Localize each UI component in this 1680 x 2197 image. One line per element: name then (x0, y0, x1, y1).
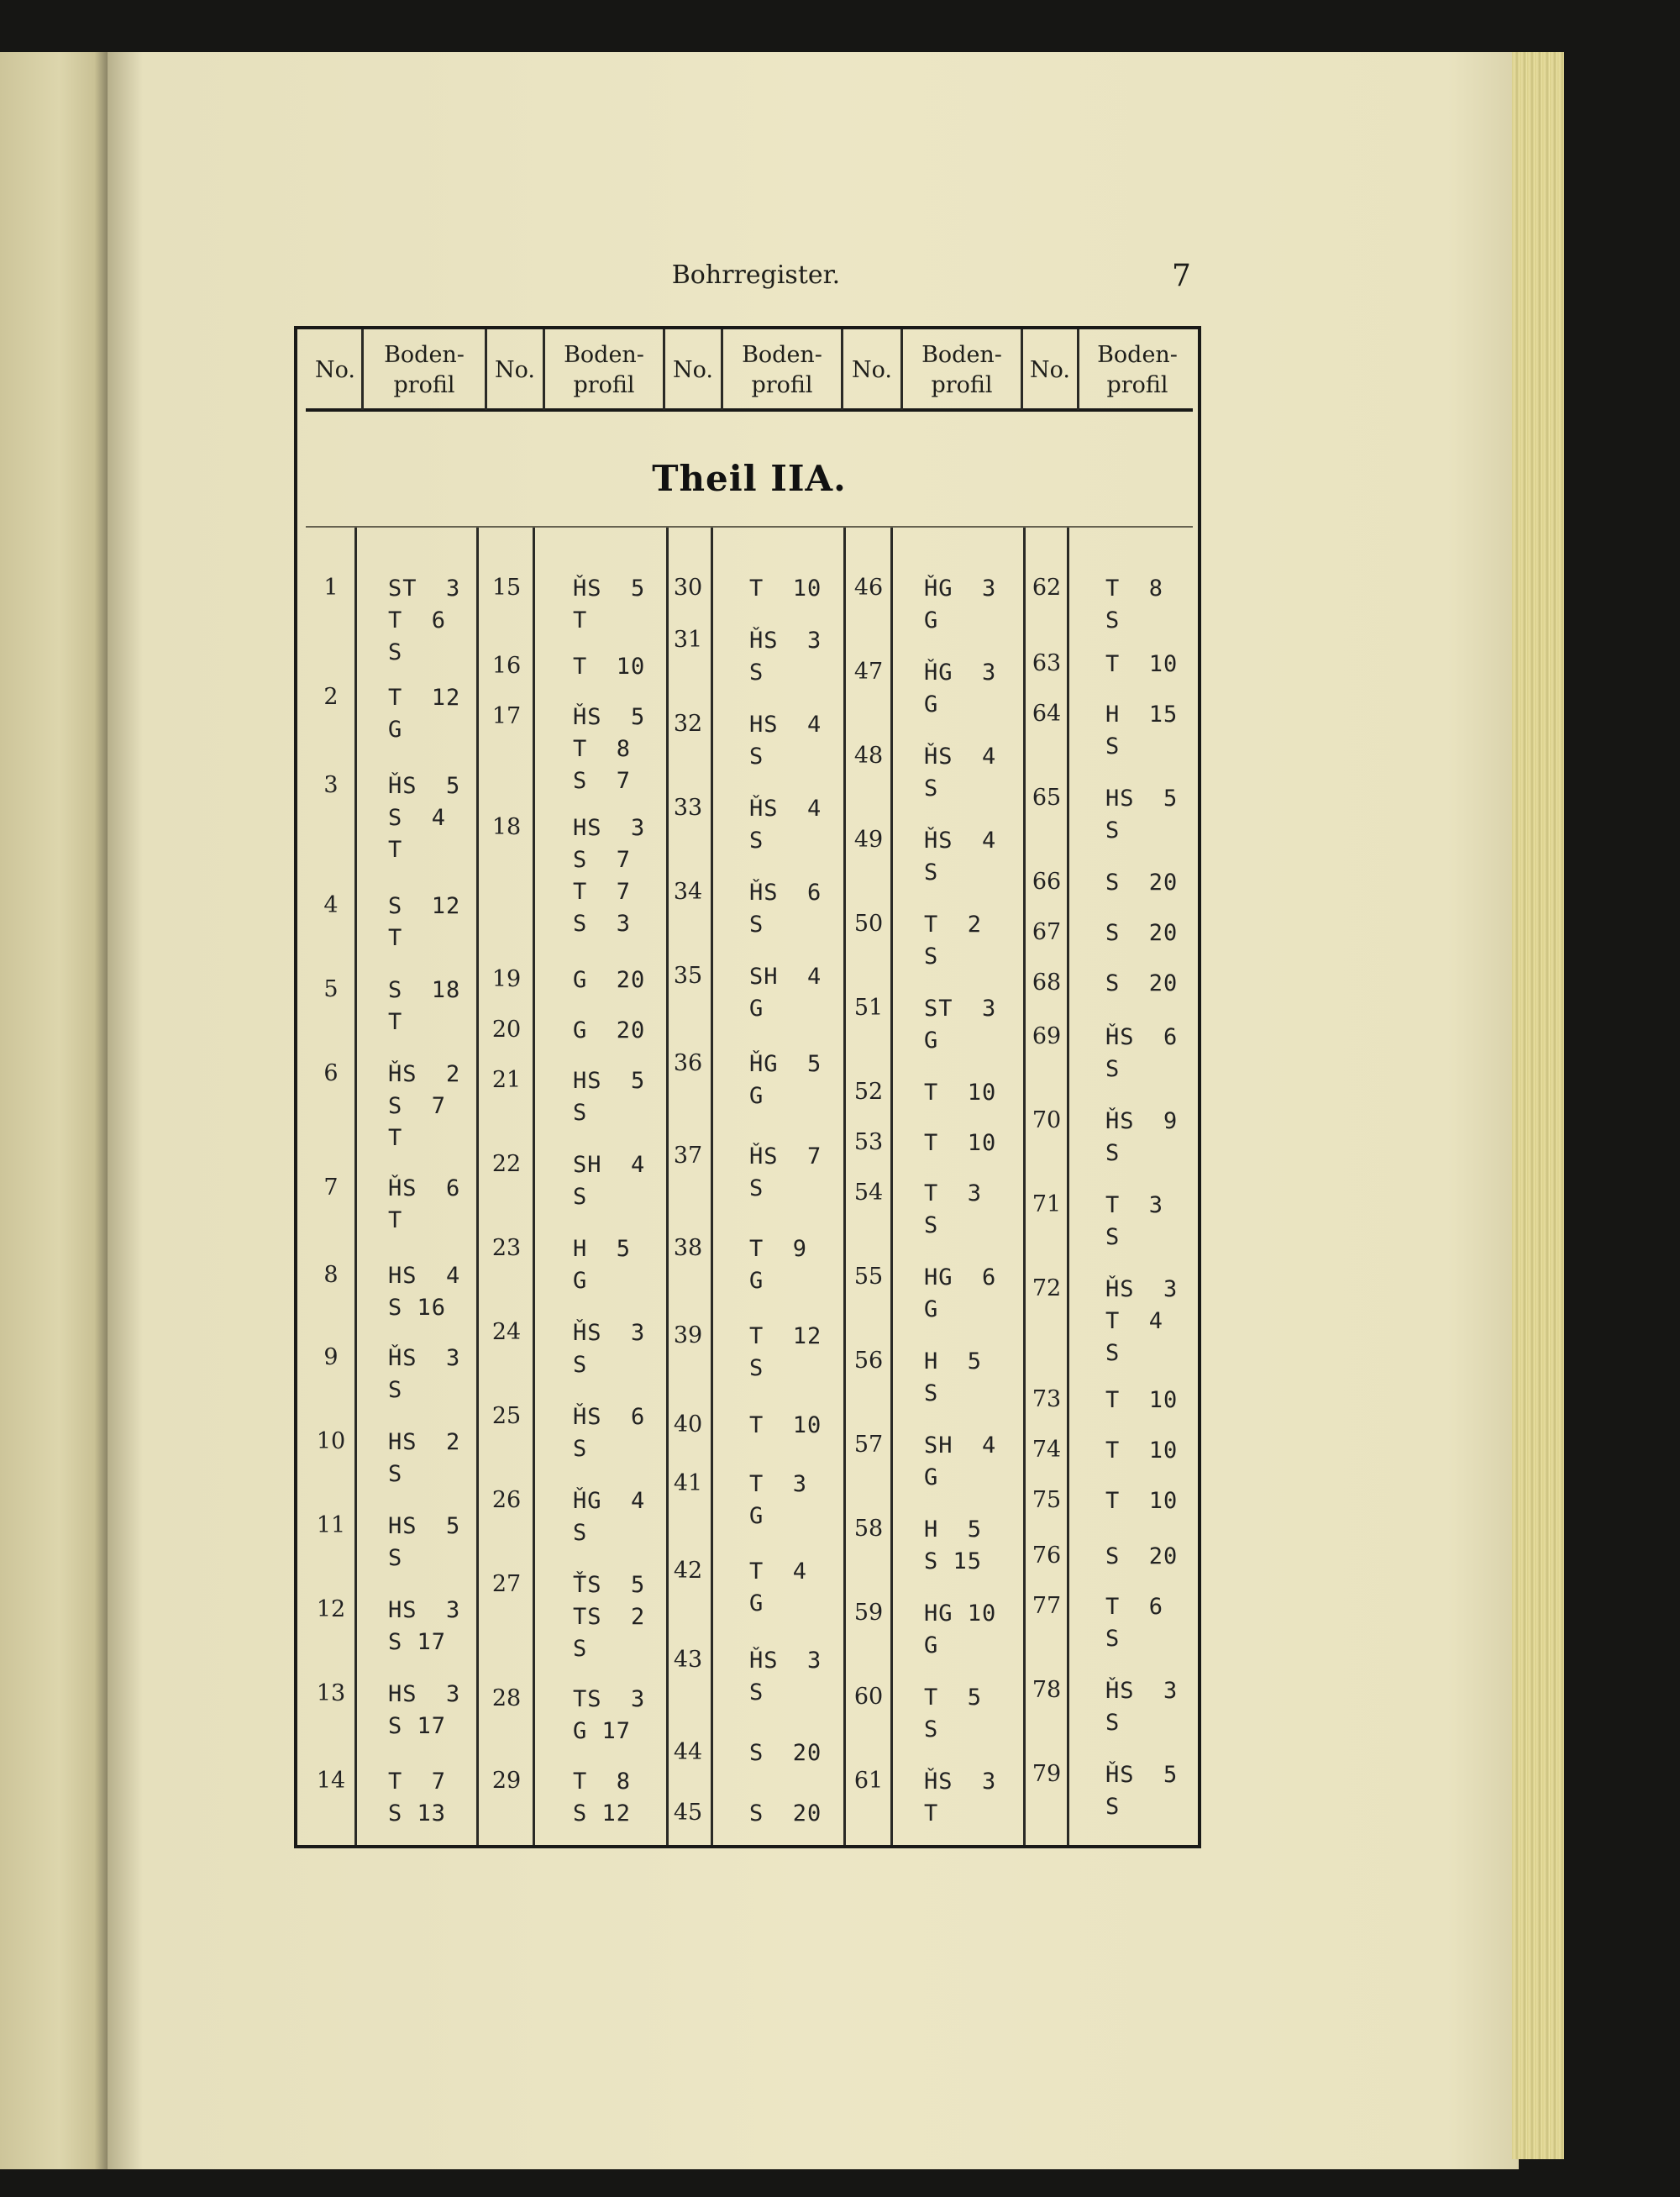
page-stack-edges (1512, 52, 1564, 2159)
bore-number: 58 (853, 1516, 884, 1542)
bore-number: 77 (1032, 1593, 1062, 1619)
soil-profile: T 10 (1105, 1488, 1179, 1514)
bore-number: 25 (491, 1403, 522, 1429)
bore-number: 75 (1032, 1487, 1062, 1513)
bore-number: 41 (673, 1470, 703, 1496)
bore-number: 76 (1032, 1543, 1062, 1569)
soil-profile: ȞS 3 S (749, 628, 822, 686)
bore-number: 3 (323, 772, 339, 798)
soil-profile: T 2 S (924, 912, 983, 970)
soil-profile: ȞS 5 T 8 S 7 (573, 704, 646, 794)
bore-number: 19 (491, 966, 522, 992)
bore-number: 6 (323, 1060, 339, 1086)
bore-number: 35 (673, 963, 703, 989)
bore-number: 24 (491, 1319, 522, 1345)
bore-number: 49 (853, 827, 884, 853)
bore-number: 66 (1032, 869, 1062, 895)
bore-number: 59 (853, 1600, 884, 1626)
soil-profile: ȞS 6 T (388, 1175, 461, 1233)
soil-profile: T 10 (749, 1412, 822, 1438)
soil-profile: ȞS 7 S (749, 1143, 822, 1201)
soil-profile: HS 5 S (1105, 786, 1179, 844)
bore-number: 17 (491, 703, 522, 729)
soil-profile: G 20 (573, 1017, 646, 1043)
bore-number: 62 (1032, 575, 1062, 601)
bore-number: 40 (673, 1411, 703, 1438)
bore-number: 73 (1032, 1386, 1062, 1412)
bore-number: 52 (853, 1079, 884, 1105)
section-title: Theil IIA. (652, 458, 847, 499)
bore-number: 53 (853, 1129, 884, 1155)
soil-profile: H 5 G (573, 1236, 632, 1294)
soil-profile: ȞS 5 S 4 T (388, 773, 461, 863)
bore-number: 5 (323, 976, 339, 1002)
soil-profile: T 3 S (924, 1180, 983, 1238)
soil-profile: T 12 S (749, 1323, 822, 1381)
soil-profile: T 12 G (388, 685, 461, 743)
bore-number: 36 (673, 1050, 703, 1076)
soil-profile: ȞG 4 S (573, 1488, 646, 1546)
section-rule (306, 526, 1193, 528)
soil-profile: T 10 (1105, 651, 1179, 677)
soil-profile: ȞG 5 G (749, 1051, 822, 1109)
bore-number: 8 (323, 1262, 339, 1288)
header-no-1: No. (315, 357, 355, 383)
bore-number: 10 (316, 1428, 346, 1454)
bore-number: 61 (853, 1768, 884, 1794)
bore-number: 32 (673, 711, 703, 737)
soil-profile: ȞS 3 S (573, 1320, 646, 1378)
bore-number: 7 (323, 1175, 339, 1201)
bore-number: 16 (491, 653, 522, 679)
soil-profile: T 4 G (749, 1558, 808, 1616)
soil-profile: ȞG 3 G (924, 660, 997, 717)
soil-profile: ŤS 5 TS 2 S (573, 1572, 646, 1662)
soil-profile: ȞS 4 S (924, 828, 997, 886)
bore-number: 54 (853, 1180, 884, 1206)
soil-profile: HG 10 G (924, 1600, 997, 1658)
soil-profile: HS 3 S 17 (388, 1681, 461, 1739)
header-divider (1077, 329, 1079, 410)
body-divider (476, 528, 479, 1845)
soil-profile: T 10 (924, 1130, 997, 1156)
bore-number: 51 (853, 995, 884, 1021)
soil-profile: S 20 (1105, 970, 1179, 996)
bore-number: 69 (1032, 1023, 1062, 1049)
soil-profile: ST 3 G (924, 996, 997, 1054)
bore-number: 45 (673, 1800, 703, 1826)
soil-profile: T 10 (573, 654, 646, 680)
bore-number: 46 (853, 575, 884, 601)
header-divider (1021, 329, 1023, 410)
bore-number: 38 (673, 1235, 703, 1261)
bore-number: 57 (853, 1432, 884, 1458)
soil-profile: T 9 G (749, 1236, 808, 1294)
header-divider (485, 329, 487, 410)
soil-profile: T 5 S (924, 1685, 983, 1742)
bore-number: 28 (491, 1685, 522, 1711)
soil-profile: ȞG 3 G (924, 576, 997, 633)
bore-number: 27 (491, 1571, 522, 1597)
bore-number: 23 (491, 1235, 522, 1261)
running-title: Bohrregister. (671, 260, 841, 290)
header-no-4: No. (852, 357, 892, 383)
header-profile-5: Boden- profil (1097, 342, 1178, 398)
header-profile-4: Boden- profil (921, 342, 1002, 398)
bore-number: 22 (491, 1151, 522, 1177)
soil-profile: SH 4 G (924, 1432, 997, 1490)
soil-profile: TS 3 G 17 (573, 1686, 646, 1744)
soil-profile: ȞS 3 T (924, 1769, 997, 1826)
soil-profile: ȞS 5 S (1105, 1762, 1179, 1820)
soil-profile: T 3 G (749, 1471, 808, 1529)
bore-number: 39 (673, 1322, 703, 1348)
soil-profile: T 10 (1105, 1438, 1179, 1464)
header-divider (900, 329, 903, 410)
soil-profile: ȞS 3 T 4 S (1105, 1276, 1179, 1366)
soil-profile: ȞS 6 S (573, 1404, 646, 1462)
header-profile-3: Boden- profil (742, 342, 822, 398)
soil-profile: ST 3 T 6 S (388, 576, 461, 665)
bore-number: 2 (323, 684, 339, 710)
soil-profile: HS 4 S (749, 712, 822, 770)
soil-profile: S 12 T (388, 893, 461, 951)
bore-number: 26 (491, 1487, 522, 1513)
bore-number: 47 (853, 659, 884, 685)
soil-profile: G 20 (573, 967, 646, 993)
soil-profile: ȞS 6 S (749, 880, 822, 938)
soil-profile: S 20 (1105, 920, 1179, 946)
soil-profile: HS 3 S 17 (388, 1597, 461, 1655)
soil-profile: T 10 (924, 1080, 997, 1106)
header-divider (543, 329, 545, 410)
soil-profile: T 10 (749, 576, 822, 602)
page-number: 7 (1172, 259, 1191, 293)
soil-profile: ȞS 3 S (749, 1648, 822, 1706)
bore-number: 42 (673, 1558, 703, 1584)
soil-profile: S 20 (749, 1800, 822, 1826)
bore-number: 31 (673, 627, 703, 653)
header-divider (361, 329, 364, 410)
body-divider (533, 528, 535, 1845)
header-no-2: No. (495, 357, 535, 383)
bore-number: 65 (1032, 785, 1062, 811)
bore-number: 29 (491, 1768, 522, 1794)
bore-number: 50 (853, 911, 884, 937)
bore-number: 55 (853, 1264, 884, 1290)
soil-profile: SH 4 G (749, 964, 822, 1022)
soil-profile: T 8 S 12 (573, 1769, 632, 1826)
soil-profile: H 5 S 15 (924, 1516, 983, 1574)
soil-profile: HS 2 S (388, 1429, 461, 1487)
header-no-3: No. (673, 357, 713, 383)
bore-number: 34 (673, 879, 703, 905)
bore-number: 13 (316, 1680, 346, 1706)
soil-profile: T 7 S 13 (388, 1769, 447, 1826)
header-divider (841, 329, 843, 410)
bore-number: 64 (1032, 701, 1062, 727)
bore-number: 48 (853, 743, 884, 769)
soil-profile: S 18 T (388, 977, 461, 1035)
header-divider (663, 329, 665, 410)
soil-profile: ȞS 4 S (924, 744, 997, 802)
soil-profile: HS 4 S 16 (388, 1263, 461, 1321)
bore-number: 79 (1032, 1761, 1062, 1787)
soil-profile: HS 5 S (573, 1068, 646, 1126)
bore-number: 67 (1032, 919, 1062, 945)
soil-profile: ȞS 3 S (388, 1345, 461, 1403)
soil-profile: T 3 S (1105, 1192, 1164, 1250)
bore-number: 71 (1032, 1191, 1062, 1217)
soil-profile: T 8 S (1105, 576, 1164, 633)
bore-number: 60 (853, 1684, 884, 1710)
soil-profile: HG 6 G (924, 1264, 997, 1322)
bore-number: 11 (316, 1512, 346, 1538)
bore-number: 63 (1032, 650, 1062, 676)
bore-number: 21 (491, 1067, 522, 1093)
body-divider (354, 528, 357, 1845)
bore-number: 44 (673, 1739, 703, 1765)
bore-number: 20 (491, 1017, 522, 1043)
bore-number: 14 (316, 1768, 346, 1794)
bore-number: 56 (853, 1348, 884, 1374)
soil-profile: ȞS 6 S (1105, 1024, 1179, 1082)
header-rule (306, 408, 1193, 412)
soil-profile: H 15 S (1105, 702, 1179, 759)
bore-number: 1 (323, 575, 339, 601)
bore-number: 12 (316, 1596, 346, 1622)
soil-profile: ȞS 3 S (1105, 1678, 1179, 1736)
bore-number: 70 (1032, 1107, 1062, 1133)
soil-profile: H 5 S (924, 1348, 983, 1406)
header-divider (721, 329, 723, 410)
soil-profile: T 6 S (1105, 1594, 1164, 1652)
soil-profile: T 10 (1105, 1387, 1179, 1413)
body-divider (711, 528, 713, 1845)
bore-number: 68 (1032, 970, 1062, 996)
bore-number: 4 (323, 892, 339, 918)
header-no-5: No. (1030, 357, 1070, 383)
bore-number: 33 (673, 795, 703, 821)
bore-number: 30 (673, 575, 703, 601)
bore-number: 9 (323, 1344, 339, 1370)
bore-number: 74 (1032, 1437, 1062, 1463)
header-profile-2: Boden- profil (564, 342, 644, 398)
header-profile-1: Boden- profil (384, 342, 465, 398)
left-page-edge (0, 52, 108, 2169)
soil-profile: HS 5 S (388, 1513, 461, 1571)
soil-profile: SH 4 S (573, 1152, 646, 1210)
soil-profile: ȞS 4 S (749, 796, 822, 854)
soil-profile: S 20 (1105, 870, 1179, 896)
soil-profile: HS 3 S 7 T 7 S 3 (573, 815, 646, 937)
bore-number: 18 (491, 814, 522, 840)
bore-number: 78 (1032, 1677, 1062, 1703)
bore-number: 15 (491, 575, 522, 601)
soil-profile: ȞS 9 S (1105, 1108, 1179, 1166)
soil-profile: S 20 (749, 1740, 822, 1766)
bore-number: 37 (673, 1143, 703, 1169)
bore-number: 43 (673, 1647, 703, 1673)
soil-profile: ȞS 2 S 7 T (388, 1061, 461, 1151)
soil-profile: S 20 (1105, 1543, 1179, 1569)
soil-profile: ȞS 5 T (573, 576, 646, 633)
bore-number: 72 (1032, 1275, 1062, 1301)
